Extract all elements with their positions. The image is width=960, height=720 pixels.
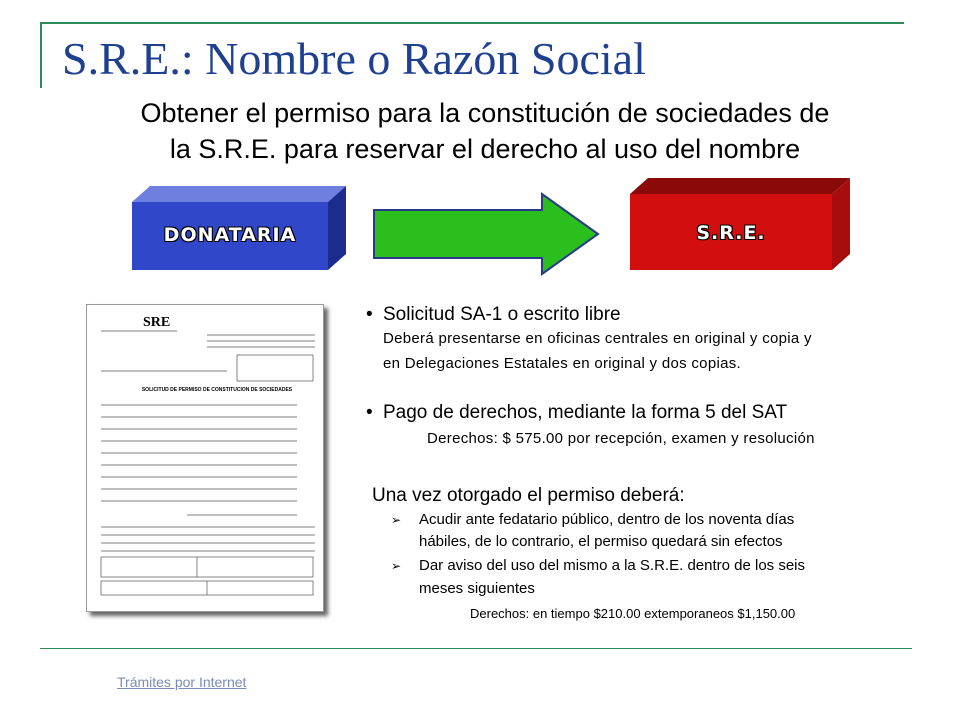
requirement-2-detail: Derechos: $ 575.00 por recepción, examen y resolución [427, 430, 815, 447]
donataria-label: DONATARIA [163, 224, 297, 246]
after-permit-item-1-line-2: hábiles, de lo contrario, el permiso quedará sin efectos [419, 533, 783, 550]
sre-label: S.R.E. [696, 222, 766, 244]
form-thumbnail [86, 304, 324, 612]
slide-title: S.R.E.: Nombre o Razón Social [62, 33, 646, 84]
form-logo: SRE [143, 315, 171, 330]
slide-subtitle [60, 95, 910, 167]
arrow-bullet-icon-1: ➢ [391, 513, 402, 527]
bullet-dot-2: • [366, 402, 373, 423]
requirement-2-title: Pago de derechos, mediante la forma 5 del SAT [383, 402, 788, 423]
form-heading: SOLICITUD DE PERMISO DE CONSTITUCION DE SOCIEDADES [141, 387, 293, 393]
frame-top-line [40, 22, 904, 24]
arrow-right-icon [372, 190, 602, 280]
after-permit-fees: Derechos: en tiempo $210.00 extemporaneos $1,150.00 [470, 606, 796, 621]
requirement-1-title: Solicitud SA-1 o escrito libre [383, 304, 621, 325]
arrow-bullet-icon-2: ➢ [391, 559, 402, 573]
requirement-1-detail-2: en Delegaciones Estatales en original y dos copias. [383, 355, 742, 372]
frame-bottom-line [40, 648, 912, 649]
after-permit-item-1-line-1: Acudir ante fedatario público, dentro de los noventa días [419, 511, 795, 528]
after-permit-item-2-line-2: meses siguientes [419, 580, 535, 597]
tramites-internet-link[interactable]: Trámites por Internet [117, 674, 247, 690]
form-lines-graphic [87, 305, 323, 611]
frame-left-line [40, 22, 42, 88]
bullet-dot-1: • [366, 304, 373, 325]
after-permit-item-2-line-1: Dar aviso del uso del mismo a la S.R.E. dentro de los seis [419, 557, 806, 574]
after-permit-heading: Una vez otorgado el permiso deberá: [372, 485, 685, 506]
subtitle-line-1: Obtener el permiso para la constitución de sociedades de [140, 98, 830, 128]
requirement-1-detail-1: Deberá presentarse en oficinas centrales en original y copia y [383, 330, 812, 347]
subtitle-line-2: la S.R.E. para reservar el derecho al uso del nombre [169, 134, 801, 164]
